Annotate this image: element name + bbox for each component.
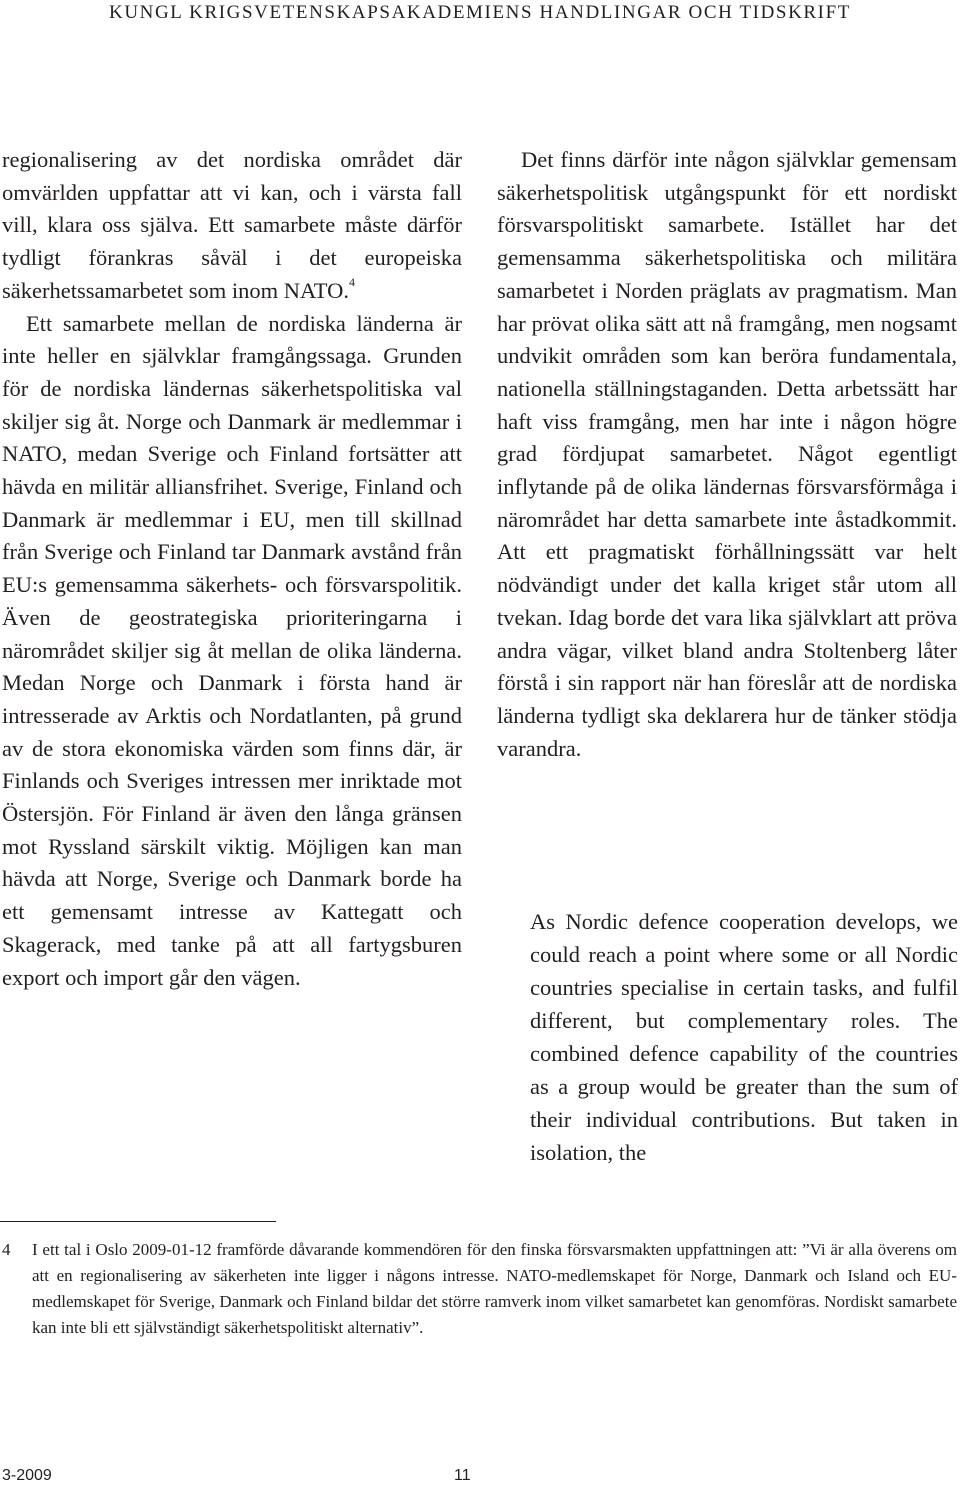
footnote-divider	[0, 1221, 276, 1222]
running-head: KUNGL KRIGSVETENSKAPSAKADEMIENS HANDLINGAR OCH TIDSKRIFT	[109, 2, 851, 23]
right-column	[497, 144, 957, 765]
english-pull-quote: As Nordic defence cooperation develops, we could reach a point where some or all Nordic countries specialise in certain tasks, and fulfil different, but complementary roles. The combined defence capability of the countries as a group would be greater than the sum of their individual contributions. But taken in isolation, the	[530, 909, 958, 1165]
footnote	[0, 1237, 960, 1341]
footnote-text: I ett tal i Oslo 2009-01-12 framförde dåvarande kommendören för den finska försvarsmakten uppfattningen att: ”Vi är alla överens om att en regionalisering av säkerheten inte ligger i någons intresse. NATO-medlemskapet för Norge, Danmark och Island och EU-medlemskapet för Sverige, Danmark och Finland bildar det större ramverk inom vilket samarbetet kan genomföras. Nordiskt samarbete kan inte bli ett självständigt säkerhetspolitiskt alternativ”.	[32, 1240, 957, 1337]
footnote-reference[interactable]: 4	[349, 275, 356, 290]
left-column	[2, 144, 462, 994]
issue-label: 3-2009	[2, 1467, 52, 1484]
paragraph: Ett samarbete mellan de nordiska länderna är inte heller en självklar framgångssaga. Grunden för de nordiska ländernas säkerhetspolitiska val skiljer sig åt. Norge och Danmark är medlemmar i NATO, medan Sverige och Finland fortsätter att hävda en militär alliansfrihet. Sverige, Finland och Danmark är medlemmar i EU, men till skillnad från Sverige och Finland tar Danmark avstånd från EU:s gemensamma säkerhets- och försvarspolitik. Även de geostrategiska prioriteringarna i närområdet skiljer sig åt mellan de olika länderna. Medan Norge och Danmark i första hand är intresserade av Arktis och Nordatlanten, på grund av de stora ekonomiska värden som finns där, är Finlands och Sveriges intressen mer inriktade mot Östersjön. För Finland är även den långa gränsen mot Ryssland särskilt viktig. Möjligen kan man hävda att Norge, Sverige och Danmark borde ha ett gemensamt intresse av Kattegatt och Skagerack, med tanke på att all fartygsburen export och import går den vägen.	[2, 310, 462, 990]
paragraph-text: regionalisering av det nordiska området där omvärlden uppfattar att vi kan, och i värsta fall vill, klara oss själva. Ett samarbete måste därför tydligt förankras såväl i det europeiska säkerhetssamarbetet som inom NATO.	[2, 147, 462, 303]
footnote-number: 4	[2, 1240, 11, 1259]
paragraph: Det finns därför inte någon självklar gemensam säkerhetspolitisk utgångspunkt för ett nordiskt försvarspolitiskt samarbete. Istället har det gemensamma säkerhetspolitiska och militära samarbetet i Norden präglats av pragmatism. Man har prövat olika sätt att nå framgång, men nogsamt undvikit områden som kan beröra fundamentala, nationella ställningstaganden. Detta arbetssätt har haft viss framgång, men har inte i någon högre grad fördjupat samarbetet. Något egentligt inflytande på de olika ländernas försvarsförmåga i närområdet har detta samarbete inte åstadkommit. Att ett pragmatiskt förhållningssätt var helt nödvändigt under det kalla kriget står utom all tvekan. Idag borde det vara lika självklart att pröva andra vägar, vilket bland andra Stoltenberg låter förstå i sin rapport när han föreslår att de nordiska länderna tydligt ska deklarera hur de tänker stödja varandra.	[497, 147, 957, 761]
page-number: 11	[454, 1467, 471, 1484]
paragraph	[2, 144, 462, 308]
